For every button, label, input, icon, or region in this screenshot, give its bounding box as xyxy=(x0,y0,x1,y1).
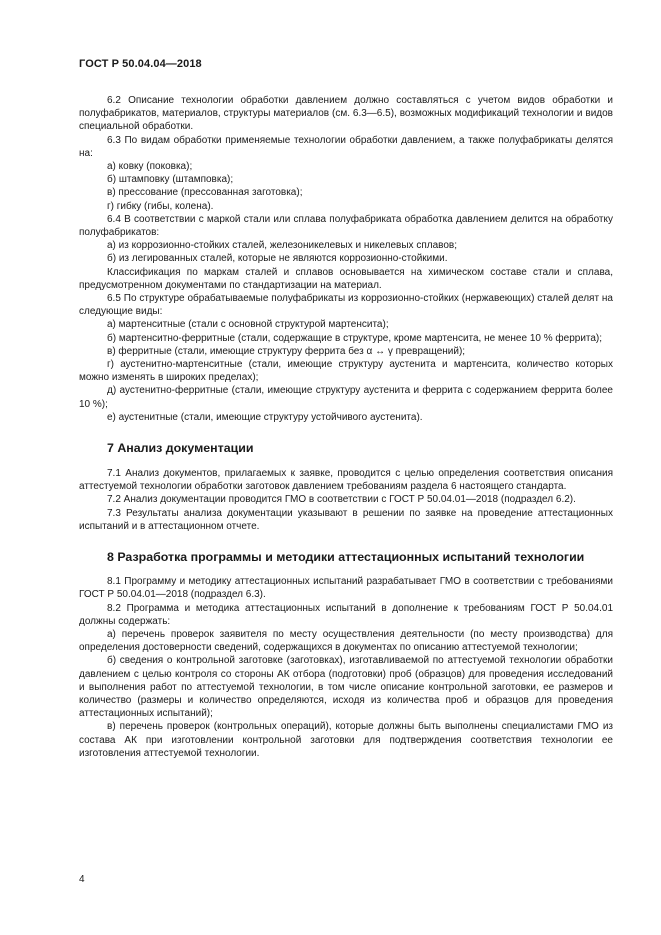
list-item-6-4-b: б) из легированных сталей, которые не являются коррозионно-стойкими. xyxy=(107,253,448,265)
page-body xyxy=(79,94,613,760)
list-item-6-5-a: а) мартенситные (стали с основной структурой мартенсита); xyxy=(107,319,389,331)
list-item-6-3-a: а) ковку (поковка); xyxy=(107,161,193,173)
list-item-8-2-v: в) перечень проверок (контрольных операций), которые должны быть выполнены специалистами ГМО из состава АК при изготовлении контрольной заготовки для подтверждения соответствия технологии ее изготовления аттестуемой технологии. xyxy=(79,721,613,759)
document-code-header: ГОСТ Р 50.04.04—2018 xyxy=(79,58,202,70)
list-item-6-5-b: б) мартенситно-ферритные (стали, содержащие в структуре, кроме мартенсита, не менее 10 % феррита); xyxy=(107,332,603,344)
section-8-heading: 8 Разработка программы и методики аттестационных испытаний технологии xyxy=(107,550,585,565)
list-item-8-2-b: б) сведения о контрольной заготовке (заготовках), изготавливаемой по аттестуемой технологии обработки давлением с целью контроля со стороны АК отбора (подготовки) проб (образцов) для проведения исследований и выполнения работ по аттестуемой технологии, в том числе описание контрольной заготовки, ее размеров и количество (размеры и количество определяются, исходя из количества проб и образцов для проведения аттестационных испытаний); xyxy=(79,655,613,720)
list-item-6-5-e: е) аустенитные (стали, имеющие структуру устойчивого аустенита). xyxy=(107,411,423,423)
paragraph-6-2: 6.2 Описание технологии обработки давлением должно составляться с учетом видов обработки и полуфабрикатов, материалов, структуры материалов (см. 6.3—6.5), возможных модификаций технологии и видов специальной обработки. xyxy=(79,95,613,133)
paragraph-8-1: 8.1 Программу и методику аттестационных испытаний разрабатывает ГМО в соответствии с требованиями ГОСТ Р 50.04.01—2018 (подраздел 6.3). xyxy=(79,576,613,601)
paragraph-classification: Классификация по маркам сталей и сплавов основывается на химическом составе стали и сплава, предусмотренном документами по стандартизации на материал. xyxy=(79,266,613,291)
list-item-6-4-a: а) из коррозионно-стойких сталей, железоникелевых и никелевых сплавов; xyxy=(107,240,457,252)
paragraph-7-2: 7.2 Анализ документации проводится ГМО в соответствии с ГОСТ Р 50.04.01—2018 (подраздел 6.2). xyxy=(107,494,576,506)
paragraph-6-5: 6.5 По структуре обрабатываемые полуфабрикаты из коррозионно-стойких (нержавеющих) сталей делят на следующие виды: xyxy=(79,293,613,318)
list-item-8-2-a: а) перечень проверок заявителя по месту осуществления деятельности (по месту производства) для определения достоверности сведений, содержащихся в документах по описанию аттестуемой технологии; xyxy=(79,628,613,654)
paragraph-6-4: 6.4 В соответствии с маркой стали или сплава полуфабриката обработка давлением делится на обработку полуфабрикатов: xyxy=(79,213,613,239)
page-number: 4 xyxy=(79,874,85,885)
paragraph-7-3: 7.3 Результаты анализа документации указывают в решении по заявке на проведение аттестационных испытаний и в аттестационном отчете. xyxy=(79,507,613,532)
list-item-6-3-v: в) прессование (прессованная заготовка); xyxy=(107,187,303,199)
paragraph-8-2: 8.2 Программа и методика аттестационных испытаний в дополнение к требованиям ГОСТ Р 50.04.01 должны содержать: xyxy=(79,602,613,627)
section-7-heading: 7 Анализ документации xyxy=(107,441,254,456)
paragraph-7-1: 7.1 Анализ документов, прилагаемых к заявке, проводится с целью определения соответствия описания аттестуемой технологии обработки заготовок давлением требованиям раздела 6 настоящего стандарта. xyxy=(79,468,613,493)
paragraph-6-3: 6.3 По видам обработки применяемые технологии обработки давлением, а также полуфабрикаты делятся на: xyxy=(79,134,613,159)
list-item-6-3-b: б) штамповку (штамповка); xyxy=(107,174,234,186)
list-item-6-5-v: в) ферритные (стали, имеющие структуру феррита без α ↔ γ превращений); xyxy=(107,345,466,357)
list-item-6-3-g: г) гибку (гибы, колена). xyxy=(107,200,214,212)
list-item-6-5-g: г) аустенитно-мартенситные (стали, имеющие структуру аустенита и мартенсита, количество которых можно изменять в широких пределах); xyxy=(79,359,613,384)
list-item-6-5-d: д) аустенитно-ферритные (стали, имеющие структуру аустенита и феррита с содержанием феррита более 10 %); xyxy=(79,385,613,410)
